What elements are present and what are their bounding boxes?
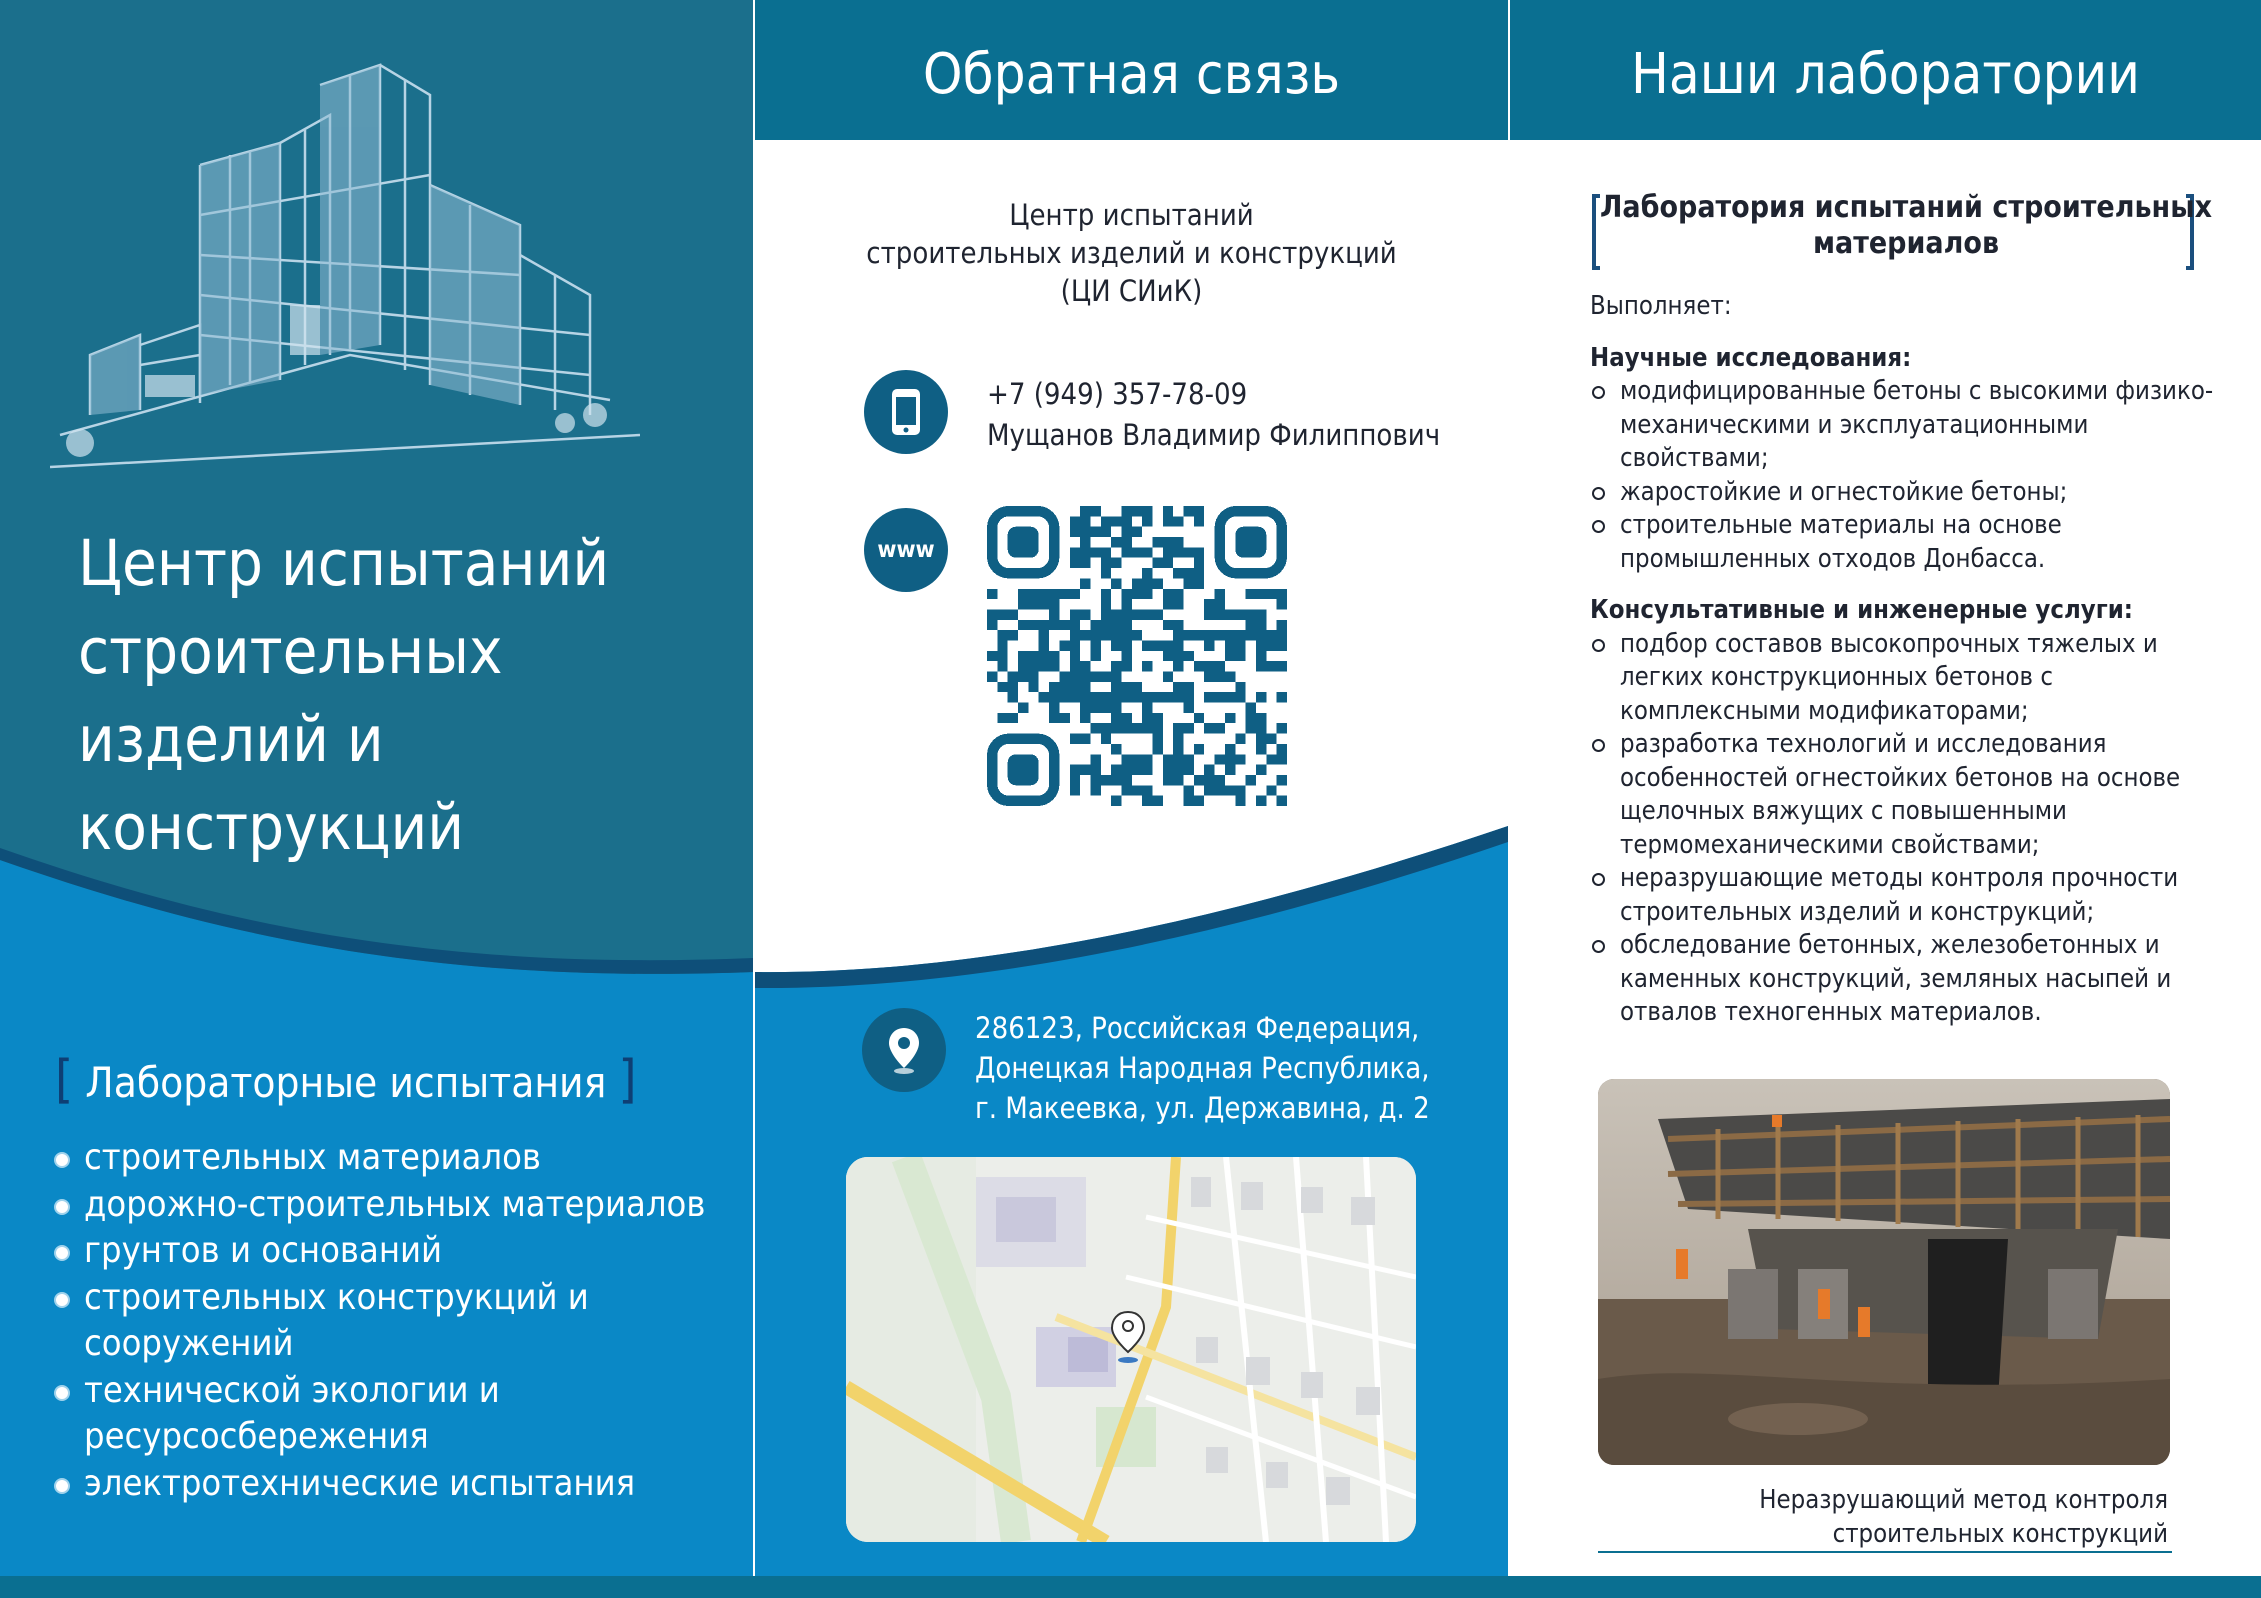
contact-person: Мущанов Владимир Филиппович [987, 418, 1441, 452]
location-pin-icon [862, 1008, 946, 1092]
address-line: 286123, Российская Федерация, [975, 1011, 1420, 1045]
caption-line: Неразрушающий метод контроля [1759, 1485, 2168, 1515]
list-item: разработка технологий и исследования особенностей огнестойких бетонов на основе щелочных вяжущих с повышенными термомеханическими свойствами; [1590, 728, 2230, 862]
list-item: электротехнические испытания [52, 1461, 705, 1508]
feedback-heading: Обратная связь [755, 0, 1508, 140]
org-name-line: строительных изделий и конструкций [866, 236, 1397, 270]
consult-heading: Консультативные и инженерные услуги: [1590, 595, 2133, 625]
bracket-right-icon: ] [618, 1050, 637, 1110]
www-icon [864, 508, 948, 592]
fold-divider [1508, 0, 1510, 1598]
qr-code[interactable] [987, 506, 1287, 806]
bracket-left-icon: [ [55, 1050, 74, 1110]
list-item: грунтов и оснований [52, 1228, 705, 1275]
address-line: г. Макеевка, ул. Державина, д. 2 [975, 1091, 1430, 1125]
org-name [755, 196, 1508, 310]
lab-tests-list [52, 1135, 705, 1507]
lab-title: Лаборатория испытаний строительных материалов [1599, 190, 2213, 261]
caption-line: строительных конструкций [1832, 1519, 2168, 1549]
contact-info [987, 374, 1440, 456]
bottom-strip [0, 1576, 2261, 1598]
center-title-line: изделий и [78, 703, 384, 776]
address-line: Донецкая Народная Республика, [975, 1051, 1430, 1085]
address [975, 1008, 1430, 1128]
www-label: www [877, 537, 935, 563]
center-title-line: строительных [78, 615, 503, 688]
list-item: неразрушающие методы контроля прочности строительных изделий и конструкций; [1590, 862, 2230, 929]
center-title [78, 520, 718, 872]
list-item: обследование бетонных, железобетонных и каменных конструкций, земляных насыпей и отвалов техногенных материалов. [1590, 929, 2230, 1030]
photo-caption [1598, 1483, 2168, 1551]
center-title-line: конструкций [78, 791, 465, 864]
lab-description [1590, 290, 2230, 1030]
lab-tests-heading [55, 1050, 637, 1110]
list-item: строительные материалы на основе промышленных отходов Донбасса. [1590, 509, 2230, 576]
phone-number[interactable]: +7 (949) 357-78-09 [987, 377, 1248, 411]
panel-feedback [755, 0, 1508, 1598]
consult-list [1590, 628, 2230, 1030]
org-name-line: Центр испытаний [1009, 198, 1254, 232]
performs-label: Выполняет: [1590, 291, 1732, 321]
construction-photo [1598, 1079, 2170, 1465]
list-item: строительных конструкций и сооружений [52, 1275, 604, 1368]
caption-underline [1598, 1551, 2172, 1553]
building-sketch-icon [50, 55, 640, 475]
phone-icon [864, 370, 948, 454]
panel-laboratories [1510, 0, 2261, 1598]
list-item: жаростойкие и огнестойкие бетоны; [1590, 476, 2230, 510]
list-item: подбор составов высокопрочных тяжелых и легких конструкционных бетонов с комплексными модификаторами; [1590, 628, 2230, 729]
org-name-line: (ЦИ СИиК) [1060, 274, 1203, 308]
list-item: дорожно-строительных материалов [52, 1182, 705, 1229]
panel-cover [0, 0, 753, 1598]
list-item: технической экологии и ресурсосбережения [52, 1368, 564, 1461]
labs-heading: Наши лаборатории [1510, 0, 2261, 140]
fold-divider [753, 0, 755, 1598]
center-title-line: Центр испытаний [78, 527, 610, 600]
research-heading: Научные исследования: [1590, 342, 1912, 373]
list-item: модифицированные бетоны с высокими физико-механическими и эксплуатационными свойствами; [1590, 375, 2230, 476]
location-map[interactable] [846, 1157, 1416, 1542]
research-list [1590, 375, 2230, 576]
list-item: строительных материалов [52, 1135, 705, 1182]
lab-tests-heading-text: Лабораторные испытания [85, 1058, 607, 1107]
